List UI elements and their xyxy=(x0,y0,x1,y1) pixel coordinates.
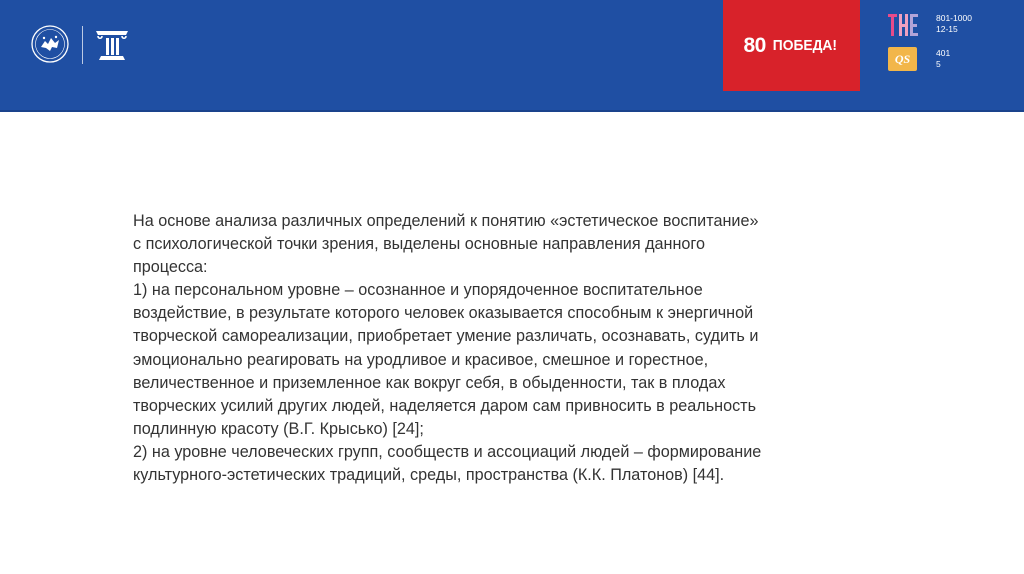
the-rank-line2: 12-15 xyxy=(936,24,958,34)
qs-ranking-logo-icon xyxy=(888,47,917,71)
university-crest-icon xyxy=(30,24,70,64)
victory-80-badge xyxy=(723,0,860,91)
body-line: творческих усилий других людей, наделяется даром сам привносить в реальность xyxy=(133,396,757,415)
the-rank-line1: 801-1000 xyxy=(936,13,972,23)
victory-number: 80 xyxy=(743,33,766,57)
victory-word: ПОБЕДА! xyxy=(772,37,837,54)
body-line: На основе анализа различных определений к понятию «эстетическое воспитание» xyxy=(133,212,759,230)
logo-divider xyxy=(82,26,83,64)
body-line: подлинную красоту (В.Г. Крысько) [24]; xyxy=(133,419,424,438)
qs-rank-line2: 5 xyxy=(936,59,941,69)
body-line: процесса: xyxy=(133,258,208,277)
the-ranking-values xyxy=(936,13,972,35)
qs-logo-text: QS xyxy=(894,51,911,66)
body-text xyxy=(133,210,833,487)
body-line: величественное и приземленное как вокруг себя, в обыденности, так в плодах xyxy=(133,373,726,392)
column-emblem-icon xyxy=(92,27,132,63)
qs-rank-line1: 401 xyxy=(936,48,951,58)
header-bar xyxy=(0,0,1024,110)
body-line: воздействие, в результате которого человек оказывается способным к энергичной xyxy=(133,304,754,323)
qs-ranking-values xyxy=(936,48,950,70)
the-ranking-logo-icon xyxy=(888,12,918,38)
body-line: эмоционально реагировать на уродливое и красивое, смешное и горестное, xyxy=(133,350,709,369)
header-bottom-line xyxy=(0,110,1024,112)
body-line: 2) на уровне человеческих групп, сообществ и ассоциаций людей – формирование xyxy=(133,442,762,461)
body-line: с психологической точки зрения, выделены основные направления данного xyxy=(133,235,705,254)
body-line: культурного-эстетических традиций, среды, пространства (К.К. Платонов) [44]. xyxy=(133,466,725,485)
body-line: 1) на персональном уровне – осознанное и упорядоченное воспитательное xyxy=(133,281,703,300)
body-line: творческой самореализации, приобретает умение различать, осознавать, судить и xyxy=(133,327,759,346)
